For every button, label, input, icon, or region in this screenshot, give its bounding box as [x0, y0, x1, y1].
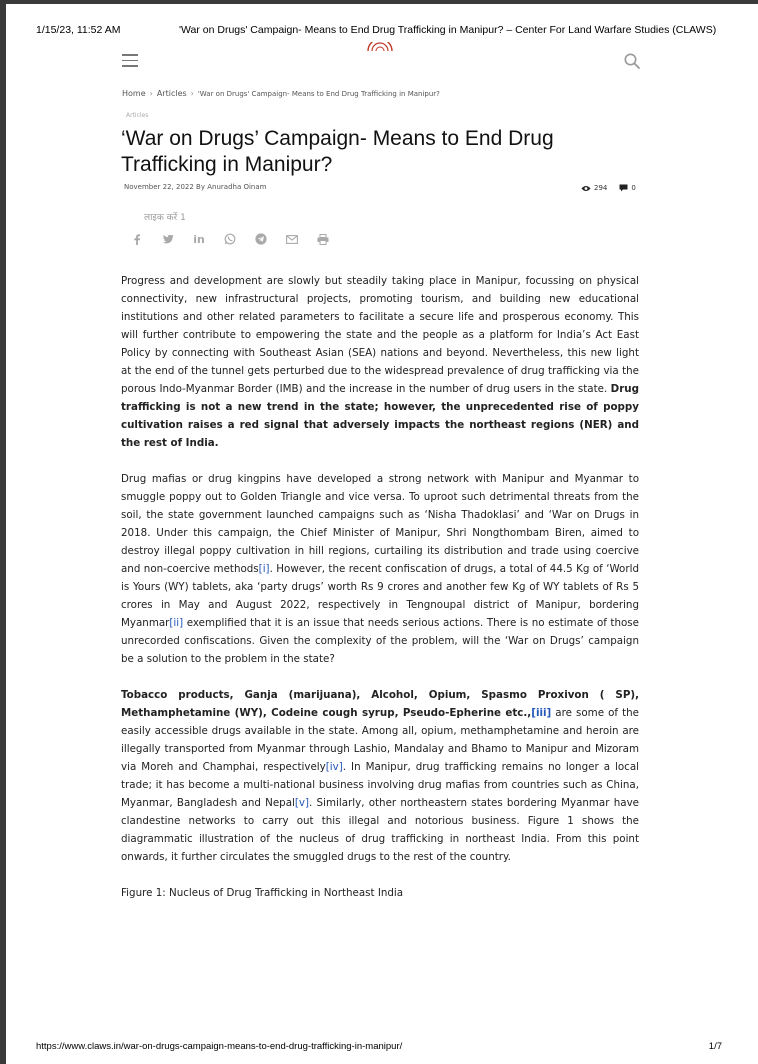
footnote-link-iii[interactable]: [iii]: [531, 707, 552, 719]
footnote-link-v[interactable]: [v]: [294, 797, 310, 809]
comments-count[interactable]: 0: [631, 184, 636, 192]
breadcrumb-separator: ›: [190, 89, 194, 98]
telegram-icon[interactable]: [254, 232, 268, 246]
views-count: 294: [594, 184, 608, 192]
article-stats: [581, 184, 636, 192]
print-footer: [36, 1041, 722, 1055]
paragraph-3-text-c: . Similarly, other northeastern states bordering Myanmar have clandestine networks to carry out this illegal and notorious business. Figure 1 shows the diagrammatic illustration of the nucleus of drug trafficking in northeast India. From this point onwards, it further circulates the smuggled drugs to the rest of the country.: [121, 797, 639, 863]
article-title: ‘War on Drugs’ Campaign- Means to End Drug Trafficking in Manipur?: [121, 127, 554, 176]
paragraph-3: [121, 686, 639, 866]
footnote-link-i[interactable]: [i]: [258, 563, 270, 575]
share-bar: [130, 232, 347, 246]
paragraph-2-text-c: exemplified that it is an issue that needs serious actions. There is no estimate of those unrecorded confiscations. Given the complexity of the problem, will the ‘War on Drugs’ campaign be a solution to the problem in the state?: [121, 617, 639, 665]
footnote-link-iv[interactable]: [iv]: [325, 761, 343, 773]
print-url: https://www.claws.in/war-on-drugs-campaign-means-to-end-drug-trafficking-in-manipur/: [36, 1041, 403, 1052]
breadcrumb-home[interactable]: Home: [122, 89, 146, 98]
article-body: [121, 272, 639, 920]
paragraph-1: [121, 272, 639, 452]
whatsapp-icon[interactable]: [223, 232, 237, 246]
paragraph-3-bold: Tobacco products, Ganja (marijuana), Alcohol, Opium, Spasmo Proxivon ( SP), Methamphetamine (WY), Codeine cough syrup, Pseudo-Epherine etc.,: [121, 689, 639, 719]
like-count: 1: [180, 213, 186, 223]
twitter-icon[interactable]: [161, 232, 175, 246]
breadcrumb-articles[interactable]: Articles: [156, 89, 187, 98]
site-logo-icon[interactable]: [366, 42, 394, 52]
window-frame-top: [0, 0, 758, 4]
email-icon[interactable]: [285, 232, 299, 246]
paragraph-1-text: Progress and development are slowly but steadily taking place in Manipur, focussing on physical connectivity, new infrastructural projects, promoting tourism, and building new educational institutions and other related parameters to facilitate a secure life and prosperous economy. This will further contribute to empowering the state and the people as a platform for India’s Act East Policy by connecting with Southeast Asian (SEA) nations and beyond. Nevertheless, this new light at the end of the tunnel gets perturbed due to the widespread prevalence of drug trafficking via the porous Indo-Myanmar Border (IMB) and the increase in the number of drug users in the state.: [121, 275, 639, 395]
category-label[interactable]: Articles: [126, 112, 149, 119]
print-icon[interactable]: [316, 232, 330, 246]
like-label: लाइक करें: [144, 213, 178, 223]
paragraph-3-text-a: are some of the easily accessible drugs available in the state. Among all, opium, methamphetamine and heroin are illegally transported from Myanmar through Lashio, Mandalay and Bhamo to Manipur and Mizoram via Moreh and Champhai, respectively: [121, 707, 639, 773]
breadcrumb: [122, 89, 440, 98]
eye-icon: [581, 185, 591, 192]
paragraph-3-text-b: . In Manipur, drug trafficking remains no longer a local trade; it has become a multi-national business involving drug mafias from countries such as China, Myanmar, Bangladesh and Nepal: [121, 761, 639, 809]
article-meta: [124, 183, 266, 191]
hamburger-icon[interactable]: [122, 54, 138, 67]
article-date: November 22, 2022: [124, 183, 194, 191]
figure-caption: Figure 1: Nucleus of Drug Trafficking in Northeast India: [121, 887, 404, 899]
footnote-link-ii[interactable]: [ii]: [169, 617, 184, 629]
paragraph-1-bold: Drug trafficking is not a new trend in the state; however, the unprecedented rise of poppy cultivation raises a red signal that adversely impacts the northeast regions (NER) and the rest of India.: [121, 383, 639, 449]
paragraph-2-text-a: Drug mafias or drug kingpins have developed a strong network with Manipur and Myanmar to smuggle poppy out to Golden Triangle and vice versa. To uproot such detrimental threats from the soil, the state government launched campaigns such as ‘Nisha Thadoklasi’ and ‘War on Drugs in 2018. Under this campaign, the Chief Minister of Manipur, Shri Nongthombam Biren, aimed to destroy illegal poppy cultivation in hill regions, curtailing its distribution and trade using coercive and non-coercive methods: [121, 473, 639, 575]
linkedin-icon[interactable]: in: [193, 232, 205, 246]
print-page-title: 'War on Drugs' Campaign- Means to End Drug Trafficking in Manipur? – Center For Land Warfare Studies (CLAWS): [179, 24, 717, 36]
article-author[interactable]: Anuradha Oinam: [207, 183, 267, 191]
print-datetime: 1/15/23, 11:52 AM: [36, 24, 121, 36]
search-icon[interactable]: [623, 52, 641, 70]
window-frame-left: [0, 0, 6, 1064]
print-header: [36, 24, 728, 38]
like-button[interactable]: [144, 210, 186, 223]
paragraph-2-text-b: . However, the recent confiscation of drugs, a total of 44.5 Kg of ‘World is Yours (WY) tablets, aka ‘party drugs’ worth Rs 9 crores and another few Kg of WY tablets of Rs 5 crores in May and August 2022, respectively in Tengnoupal district of Manipur, bordering Myanmar: [121, 563, 639, 629]
facebook-icon[interactable]: [130, 232, 144, 246]
print-page-number: 1/7: [708, 1041, 722, 1052]
breadcrumb-separator: ›: [149, 89, 153, 98]
breadcrumb-current[interactable]: 'War on Drugs' Campaign- Means to End Drug Trafficking in Manipur?: [197, 90, 440, 98]
article-by: By: [196, 183, 205, 191]
paragraph-2: [121, 470, 639, 668]
comment-icon[interactable]: [619, 184, 628, 192]
